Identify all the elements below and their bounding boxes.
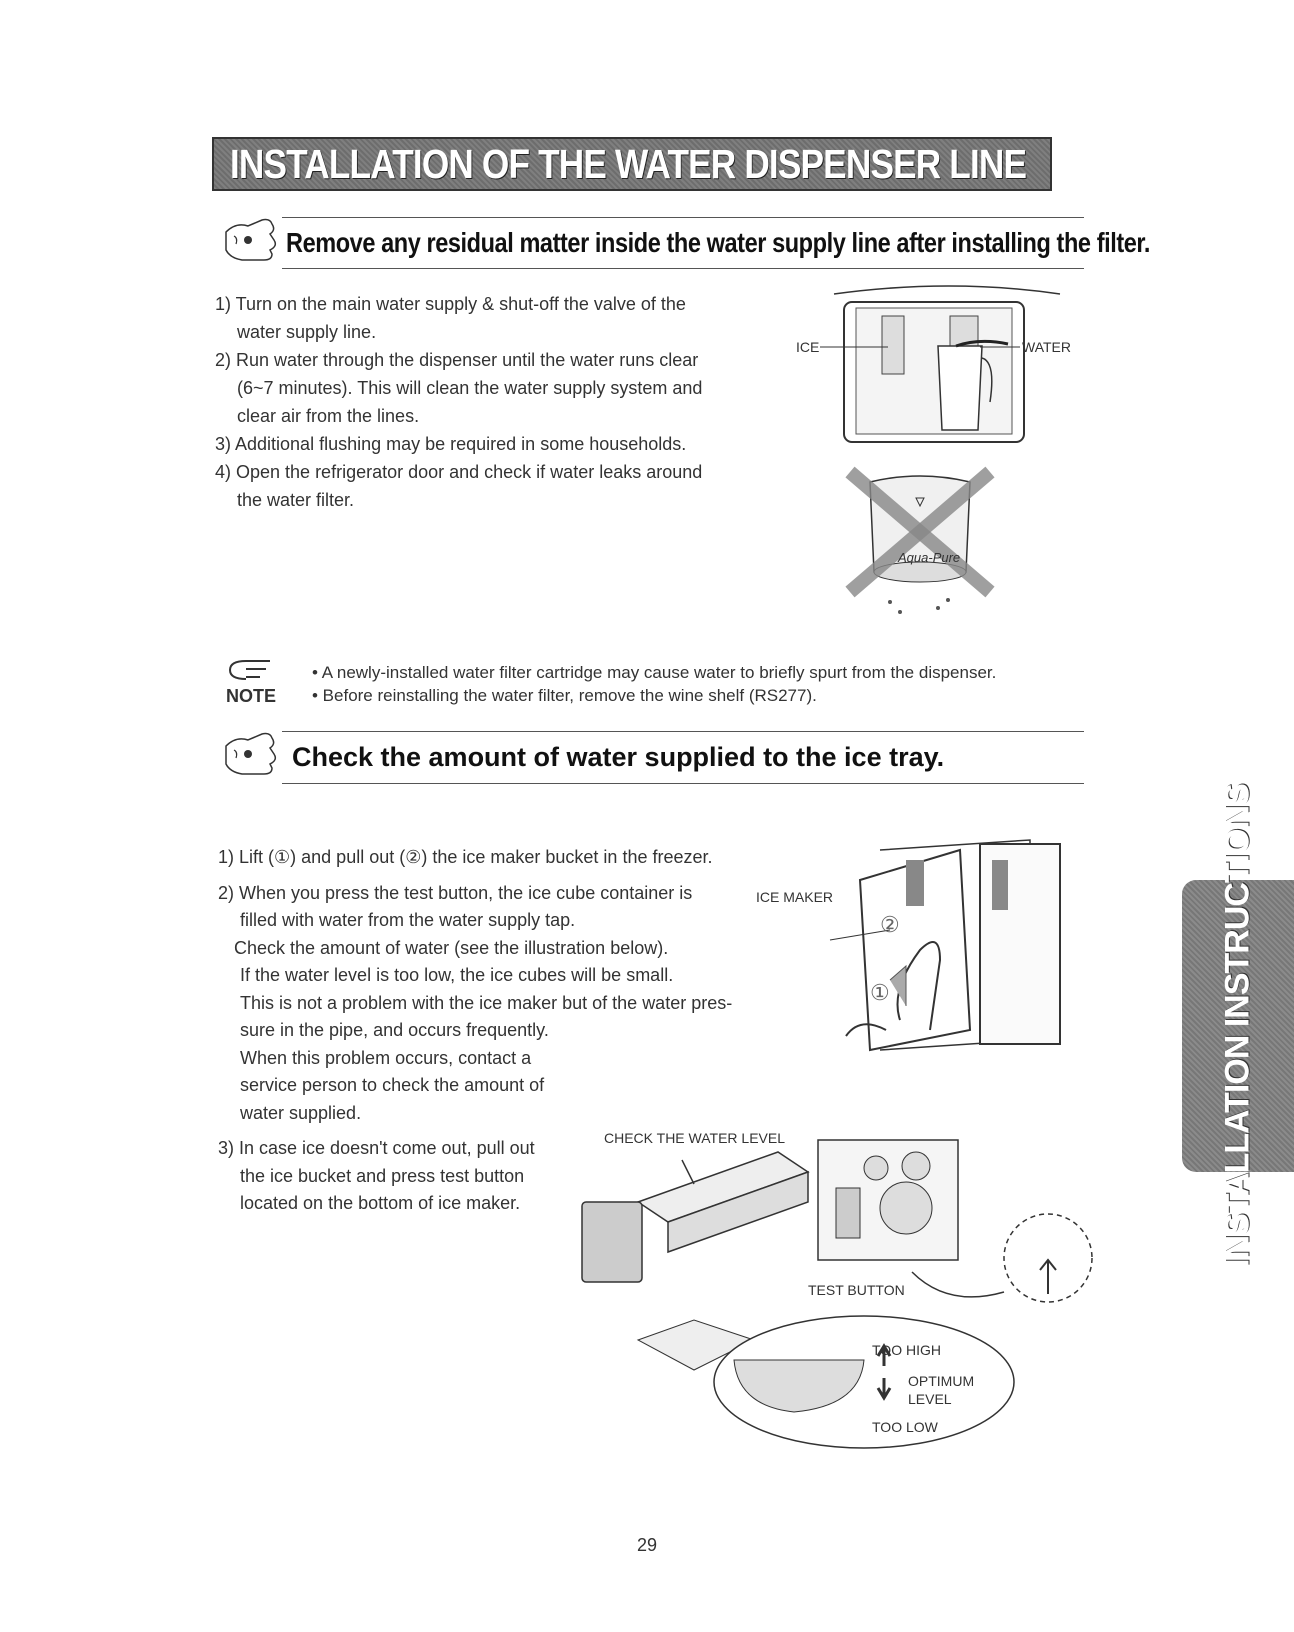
check-level-label: CHECK THE WATER LEVEL	[604, 1130, 786, 1146]
ice-maker-illustration	[830, 830, 1070, 1080]
test-button-illustration	[816, 1138, 986, 1268]
step-text: water supplied.	[240, 1102, 362, 1123]
ice-leader-line	[820, 346, 890, 348]
ice-tray-illustration	[578, 1142, 818, 1292]
step-text: Check the amount of water (see the illustration below).	[234, 937, 669, 958]
step1-callout: ①	[870, 980, 890, 1005]
level-label: LEVEL	[908, 1391, 952, 1407]
step-text: 2) Run water through the dispenser until the water runs clear	[215, 350, 699, 370]
title-banner	[212, 137, 1052, 191]
ice-label: ICE	[796, 339, 820, 355]
water-filter-illustration	[840, 462, 1000, 632]
step-text: This is not a problem with the ice maker but of the water pres-	[240, 992, 733, 1013]
side-tab	[1182, 784, 1294, 1268]
dispenser-illustration	[830, 282, 1060, 452]
step-text: (6~7 minutes). This will clean the water supply system and	[237, 378, 703, 398]
step-text: water supply line.	[237, 322, 377, 342]
ice-maker-label: ICE MAKER	[756, 889, 834, 905]
step-text: If the water level is too low, the ice cubes will be small.	[240, 965, 674, 985]
step-text: the ice bucket and press test button	[240, 1165, 525, 1186]
section1-top-rule	[282, 217, 1084, 218]
test-button-zoom-circle	[1000, 1210, 1100, 1306]
step-text: clear air from the lines.	[237, 406, 420, 426]
step2-callout: ②	[880, 912, 900, 937]
section2-heading: Check the amount of water supplied to the ice tray.	[292, 742, 945, 772]
step-text: 4) Open the refrigerator door and check if water leaks around	[215, 462, 703, 482]
hand-pointer-icon	[222, 728, 280, 778]
note-label: NOTE	[226, 686, 277, 706]
step-text: the water filter.	[237, 490, 355, 510]
step-text: located on the bottom of ice maker.	[240, 1193, 521, 1213]
page-number: 29	[636, 1535, 658, 1555]
hand-pointer-icon	[222, 214, 280, 264]
note-line: • Before reinstalling the water filter, remove the wine shelf (RS277).	[312, 686, 817, 705]
section2-bottom-rule	[282, 783, 1084, 784]
water-leader-line	[980, 346, 1022, 348]
step-text: 3) In case ice doesn't come out, pull out	[218, 1138, 535, 1158]
section2-top-rule	[282, 731, 1084, 732]
section1-heading: Remove any residual matter inside the water supply line after installing the filter.	[286, 227, 1150, 258]
note-hand-icon	[226, 657, 274, 683]
side-tab-text: INSTALLATION INSTRUCTIONS	[1218, 784, 1257, 1268]
note-line: • A newly-installed water filter cartridge may cause water to briefly spurt from the dispenser.	[312, 663, 997, 682]
optimum-label: OPTIMUM	[908, 1373, 975, 1389]
test-button-pointer	[908, 1268, 1008, 1304]
too-high-label: TOO HIGH	[872, 1342, 941, 1358]
step-text: 2) When you press the test button, the ice cube container is	[218, 882, 693, 903]
step-text: 3) Additional flushing may be required in some households.	[215, 434, 687, 454]
step-text: filled with water from the water supply tap.	[240, 910, 576, 930]
page-title: INSTALLATION OF THE WATER DISPENSER LINE	[230, 141, 1027, 187]
water-label: WATER	[1022, 339, 1071, 355]
filter-brand-label: Aqua-Pure	[898, 550, 961, 565]
step-text: 1) Turn on the main water supply & shut-off the valve of the	[215, 294, 686, 314]
section1-steps	[215, 290, 702, 514]
test-button-label: TEST BUTTON	[808, 1282, 905, 1298]
step-text: service person to check the amount of	[240, 1075, 545, 1095]
section1-bottom-rule	[282, 268, 1084, 269]
step-text: sure in the pipe, and occurs frequently.	[240, 1020, 549, 1040]
step-text: 1) Lift (①) and pull out (②) the ice maker bucket in the freezer.	[218, 847, 713, 867]
too-low-label: TOO LOW	[872, 1419, 938, 1435]
step-text: When this problem occurs, contact a	[240, 1047, 532, 1068]
